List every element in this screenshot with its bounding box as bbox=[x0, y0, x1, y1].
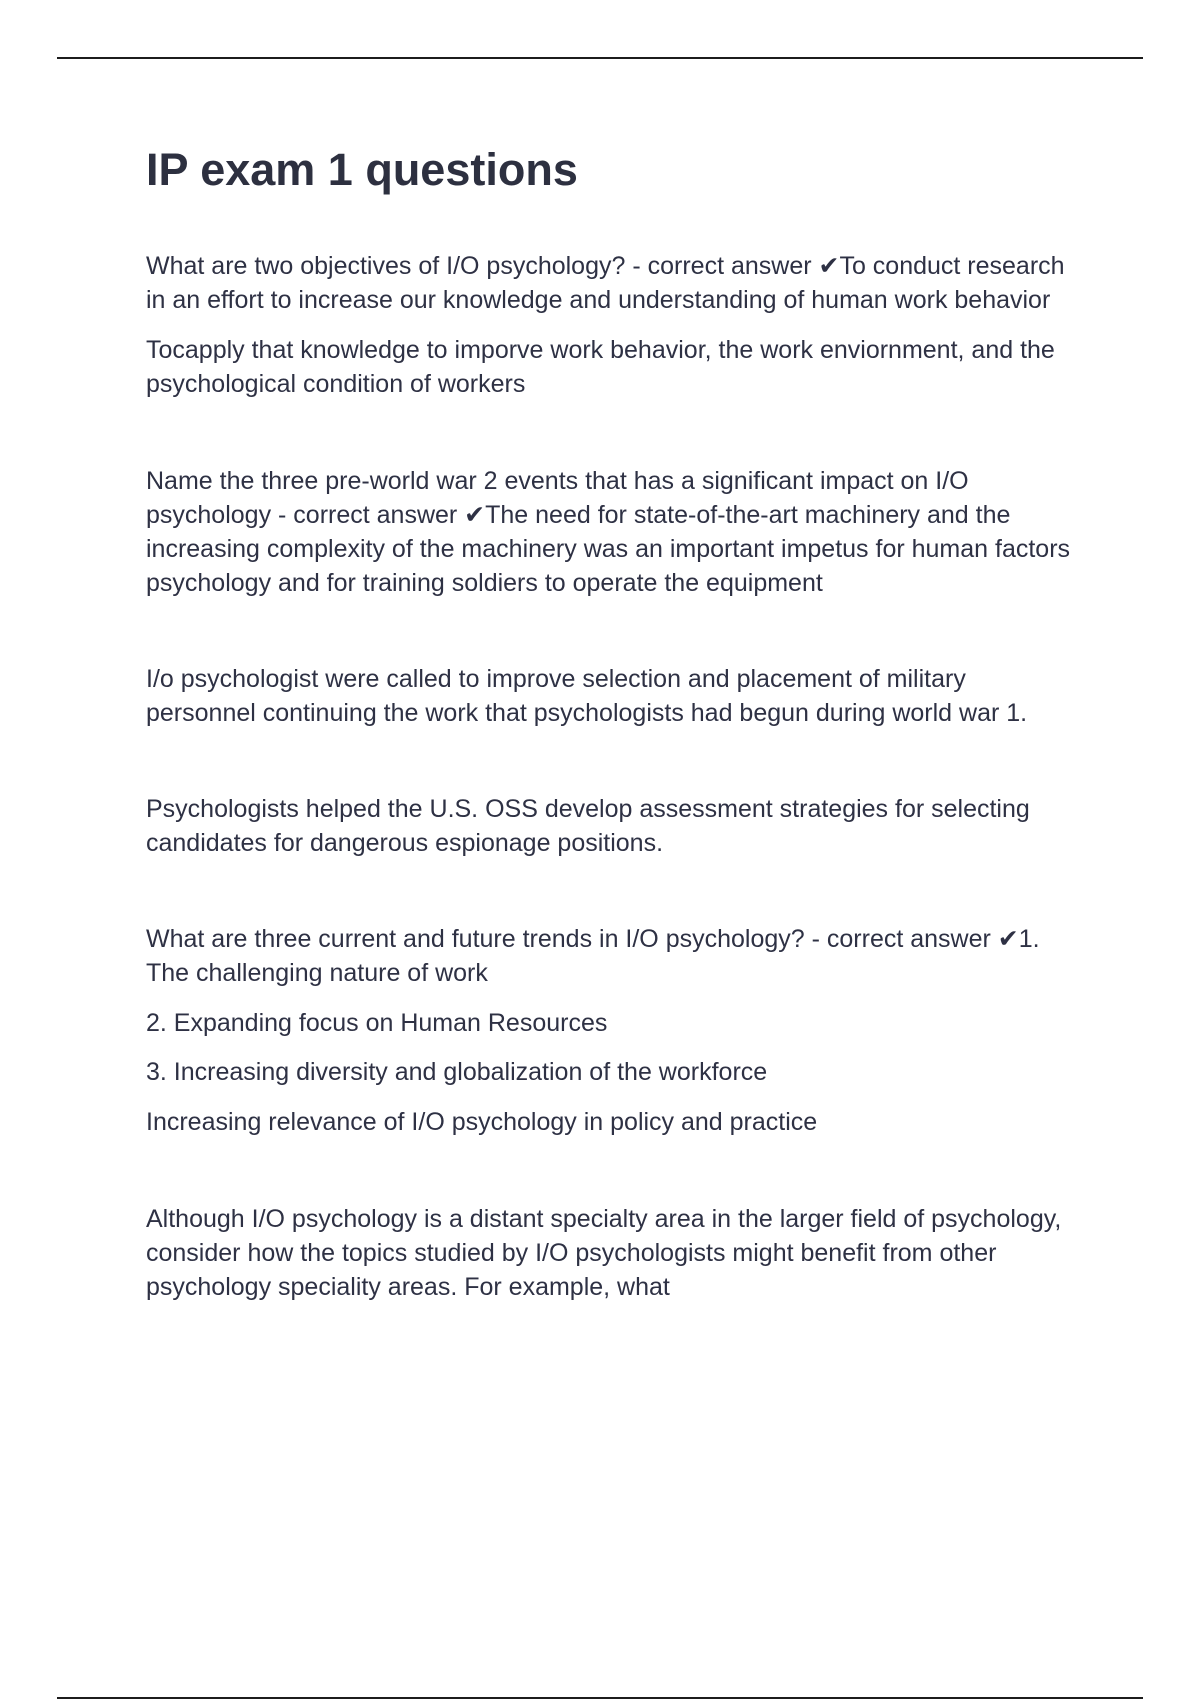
top-divider bbox=[57, 57, 1143, 59]
document-body bbox=[146, 140, 1076, 1304]
paragraph: Increasing relevance of I/O psychology in policy and practice bbox=[146, 1108, 818, 1136]
paragraph: Psychologists helped the U.S. OSS develop assessment strategies for selecting candidates for dangerous espionage positions. bbox=[146, 795, 1030, 857]
document-title: IP exam 1 questions bbox=[146, 144, 578, 195]
paragraph: Name the three pre-world war 2 events that has a significant impact on I/O psychology - correct answer ✔The need for state-of-the-art machinery and the increasing complexity of the machinery was an important impetus for human factors psychology and for training soldiers to operate the equipment bbox=[146, 467, 1071, 597]
paragraph: Tocapply that knowledge to imporve work behavior, the work enviornment, and the psychological condition of workers bbox=[146, 336, 1055, 398]
paragraph: What are two objectives of I/O psychology? - correct answer ✔To conduct research in an effort to increase our knowledge and understanding of human work behavior bbox=[146, 252, 1065, 314]
bottom-divider bbox=[57, 1697, 1143, 1699]
paragraph: Although I/O psychology is a distant specialty area in the larger field of psychology, consider how the topics studied by I/O psychologists might benefit from other psychology speciality areas. For example, what bbox=[146, 1205, 1062, 1301]
paragraph: I/o psychologist were called to improve selection and placement of military personnel continuing the work that psychologists had begun during world war 1. bbox=[146, 665, 1028, 727]
list-item: 2. Expanding focus on Human Resources bbox=[146, 1009, 608, 1037]
paragraph: What are three current and future trends in I/O psychology? - correct answer ✔1. The challenging nature of work bbox=[146, 925, 1040, 987]
list-item: 3. Increasing diversity and globalization of the workforce bbox=[146, 1058, 768, 1086]
